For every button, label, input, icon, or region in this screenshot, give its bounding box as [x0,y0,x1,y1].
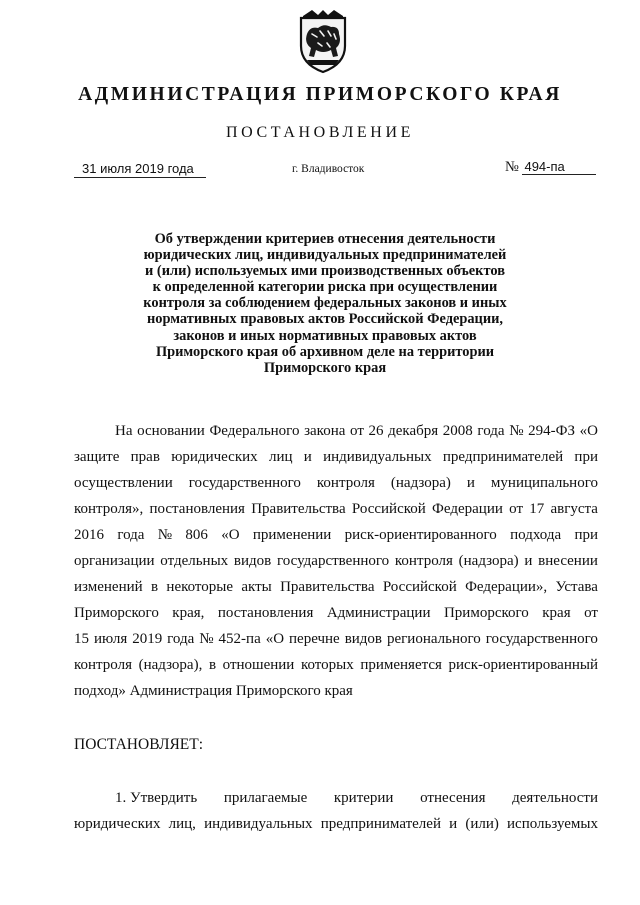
word: края [542,605,571,621]
title-line: Об утверждении критериев отнесения деятельности [154,231,496,247]
word: внесении [538,553,598,569]
word: осуществлении [74,475,173,491]
word: при [574,527,598,543]
word: 15 [74,631,89,647]
word: контроля [394,553,453,569]
word: контроля [316,475,375,491]
word: отнесения [420,790,486,806]
item-line [74,811,598,837]
title-line: к определенной категории риска при осуществлении [152,279,498,296]
organization-name: АДМИНИСТРАЦИЯ ПРИМОРСКОГО КРАЯ [78,84,562,105]
word: № [157,527,173,543]
word: 294-ФЗ [528,423,575,439]
word: Правительства [251,501,346,517]
word: подход» Администрация Приморского края [74,683,353,699]
word: (надзора), [138,657,203,673]
word: августа [550,501,598,517]
word: отношении [222,657,295,673]
word: юридических [74,816,161,832]
coat-of-arms-icon [298,10,348,74]
word: используемых [507,816,598,832]
preamble-line [74,496,598,522]
word: 452-па [218,631,261,647]
word: отдельных [160,553,229,569]
word: защите [74,449,120,465]
word: № [509,423,524,439]
title-line: Приморского края об архивном деле на территории [155,343,495,360]
word: 806 [185,527,208,543]
word: государственного [277,553,390,569]
word: прилагаемые [223,790,308,806]
word: в [151,579,159,595]
word: акты [241,579,272,595]
word: лиц, [168,816,196,832]
document-number-field [505,159,596,176]
word: применении [252,527,332,543]
title-line: юридических лиц, индивидуальных предпринимателей [143,247,507,264]
word: 2016 [74,527,104,543]
preamble-paragraph [74,418,598,704]
word: года [477,423,505,439]
word: организации [74,553,155,569]
word: Администрации [326,605,431,621]
word: (или) [465,816,499,832]
document-city: г. Владивосток [292,163,365,175]
word: муниципального [490,475,598,491]
preamble-line [74,600,598,626]
word: деятельности [512,790,598,806]
preamble-line [74,418,598,444]
word: постановления [149,501,245,517]
word: декабря [388,423,439,439]
word: применяется [360,657,442,673]
word: На [115,423,133,439]
word: 26 [368,423,384,439]
title-line: нормативных правовых актов Российской Федерации, [146,311,504,328]
word: № [199,631,214,647]
word: Федерации», [465,579,548,595]
item-line [74,785,598,811]
document-title [110,231,540,376]
word: 2008 [442,423,473,439]
word: при [574,449,598,465]
word: «О [265,631,285,647]
word: Российской [382,579,457,595]
word: контроля», [74,501,144,517]
word: предпринимателей [320,816,441,832]
word: риск-ориентированного [344,527,497,543]
word: 17 [529,501,545,517]
title-line: контроля за соблюдением федеральных законов и иных [143,295,507,312]
word: и [466,475,475,491]
word: государственного [485,631,598,647]
word: основании [137,423,205,439]
preamble-line [74,652,598,678]
word: регионального [386,631,481,647]
word: 1. Утвердить [115,790,198,806]
word: риск-ориентированный [448,657,598,673]
word: Федерации [432,501,503,517]
word: Правительства [280,579,375,595]
word: Приморского [443,605,529,621]
word: от [350,423,364,439]
preamble-line [74,626,598,652]
word: критерии [333,790,394,806]
word: от [584,605,598,621]
word: постановления [217,605,314,621]
title-line: законов и иных нормативных правовых актов [173,327,477,344]
word: предпринимателей [442,449,564,465]
decree-word: ПОСТАНОВЛЯЕТ: [74,736,204,753]
word: контроля [74,657,132,673]
word: года [167,631,195,647]
word: от [509,501,523,517]
preamble-line [74,548,598,574]
word: края, [172,605,205,621]
document-date: 31 июля 2019 года [74,161,206,178]
word: государственного [188,475,301,491]
word: Федерального [209,423,300,439]
preamble-line [74,444,598,470]
title-line: Приморского края [263,359,387,376]
word: индивидуальных [323,449,432,465]
word: в [208,657,217,673]
word: Приморского [74,605,159,621]
word: 2019 [132,631,163,647]
word: (надзора) [390,475,451,491]
word: видов [233,553,272,569]
word: Устава [555,579,598,595]
word: Российской [351,501,426,517]
word: изменений [74,579,143,595]
word: «О [579,423,598,439]
word: индивидуальных [204,816,313,832]
title-line: и (или) используемых ими производственных объектов [145,263,505,280]
word: и [524,553,533,569]
word: «О [221,527,240,543]
word: прав [130,449,160,465]
word: (надзора) [458,553,519,569]
word: которых [300,657,354,673]
word: года [117,527,145,543]
word: видов [344,631,383,647]
preamble-line [74,522,598,548]
word: и [303,449,312,465]
word: июля [93,631,128,647]
number-sign: № [505,159,519,175]
preamble-line [74,470,598,496]
word: некоторые [166,579,234,595]
document-type: ПОСТАНОВЛЕНИЕ [226,124,414,141]
word: закона [304,423,346,439]
preamble-line [74,574,598,600]
word: и [449,816,458,832]
word: юридических [171,449,258,465]
decree-item-1 [74,785,598,837]
document-number: 494-па [522,159,596,175]
word: подхода [510,527,562,543]
preamble-line [74,678,598,704]
word: лиц [268,449,293,465]
word: перечне [289,631,340,647]
